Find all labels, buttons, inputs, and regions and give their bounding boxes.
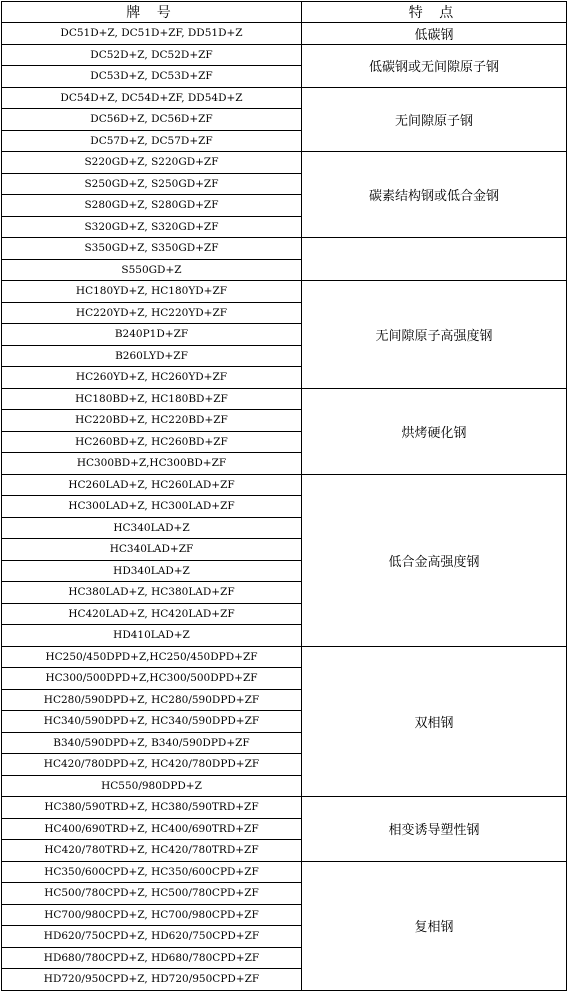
grade-cell: B240P1D+ZF (2, 324, 302, 346)
table-row (2, 797, 567, 819)
grade-cell: HC380LAD+Z, HC380LAD+ZF (2, 582, 302, 604)
grade-cell: HC280/590DPD+Z, HC280/590DPD+ZF (2, 689, 302, 711)
grade-cell: HD410LAD+Z (2, 625, 302, 647)
grade-cell: HC250/450DPD+Z,HC250/450DPD+ZF (2, 646, 302, 668)
grade-cell: S550GD+Z (2, 259, 302, 281)
grade-cell: HC500/780CPD+Z, HC500/780CPD+ZF (2, 883, 302, 905)
table-header (2, 2, 567, 23)
grade-cell: B340/590DPD+Z, B340/590DPD+ZF (2, 732, 302, 754)
grade-cell: S250GD+Z, S250GD+ZF (2, 173, 302, 195)
grade-cell: S350GD+Z, S350GD+ZF (2, 238, 302, 260)
grade-cell: HD720/950CPD+Z, HD720/950CPD+ZF (2, 969, 302, 991)
grade-cell: HC380/590TRD+Z, HC380/590TRD+ZF (2, 797, 302, 819)
table-row (2, 861, 567, 883)
grade-cell: HC420LAD+Z, HC420LAD+ZF (2, 603, 302, 625)
feature-cell: 相变诱导塑性钢 (302, 797, 567, 862)
feature-cell: 复相钢 (302, 861, 567, 990)
grade-cell: HC700/980CPD+Z, HC700/980CPD+ZF (2, 904, 302, 926)
grade-cell: HC340LAD+ZF (2, 539, 302, 561)
table-row (2, 646, 567, 668)
grade-cell: HC300LAD+Z, HC300LAD+ZF (2, 496, 302, 518)
grade-cell: DC54D+Z, DC54D+ZF, DD54D+Z (2, 87, 302, 109)
feature-cell: 低碳钢或无间隙原子钢 (302, 44, 567, 87)
grade-cell: DC56D+Z, DC56D+ZF (2, 109, 302, 131)
grade-cell: B260LYD+ZF (2, 345, 302, 367)
feature-cell: 碳素结构钢或低合金钢 (302, 152, 567, 238)
grade-cell: HC340LAD+Z (2, 517, 302, 539)
grade-cell: S320GD+Z, S320GD+ZF (2, 216, 302, 238)
feature-cell: 双相钢 (302, 646, 567, 797)
feature-cell: 无间隙原子高强度钢 (302, 281, 567, 389)
grade-cell: HC420/780TRD+Z, HC420/780TRD+ZF (2, 840, 302, 862)
grade-cell: HD340LAD+Z (2, 560, 302, 582)
grade-cell: HC260BD+Z, HC260BD+ZF (2, 431, 302, 453)
grade-cell: HC550/980DPD+Z (2, 775, 302, 797)
grade-cell: HC350/600CPD+Z, HC350/600CPD+ZF (2, 861, 302, 883)
header-grade: 牌 号 (2, 2, 302, 23)
grade-cell: HC260YD+Z, HC260YD+ZF (2, 367, 302, 389)
grade-cell: HC180BD+Z, HC180BD+ZF (2, 388, 302, 410)
grade-cell: HD620/750CPD+Z, HD620/750CPD+ZF (2, 926, 302, 948)
table-row (2, 388, 567, 410)
table-row (2, 474, 567, 496)
table-body (2, 23, 567, 991)
grade-cell: HC220YD+Z, HC220YD+ZF (2, 302, 302, 324)
table-row (2, 281, 567, 303)
grade-cell: HC300BD+Z,HC300BD+ZF (2, 453, 302, 475)
grade-cell: DC53D+Z, DC53D+ZF (2, 66, 302, 88)
grade-cell: HC400/690TRD+Z, HC400/690TRD+ZF (2, 818, 302, 840)
grade-cell: HC220BD+Z, HC220BD+ZF (2, 410, 302, 432)
grade-cell: HC340/590DPD+Z, HC340/590DPD+ZF (2, 711, 302, 733)
table-row (2, 23, 567, 45)
grade-cell: HD680/780CPD+Z, HD680/780CPD+ZF (2, 947, 302, 969)
header-row (2, 2, 567, 23)
feature-cell (302, 238, 567, 281)
grade-cell: HC180YD+Z, HC180YD+ZF (2, 281, 302, 303)
grade-cell: HC420/780DPD+Z, HC420/780DPD+ZF (2, 754, 302, 776)
grade-cell: DC57D+Z, DC57D+ZF (2, 130, 302, 152)
grade-cell: S220GD+Z, S220GD+ZF (2, 152, 302, 174)
feature-cell: 低碳钢 (302, 23, 567, 45)
table-row (2, 87, 567, 109)
feature-cell: 无间隙原子钢 (302, 87, 567, 152)
table-row (2, 238, 567, 260)
table-row (2, 44, 567, 66)
table-row (2, 152, 567, 174)
grade-cell: HC260LAD+Z, HC260LAD+ZF (2, 474, 302, 496)
grade-cell: HC300/500DPD+Z,HC300/500DPD+ZF (2, 668, 302, 690)
grade-cell: S280GD+Z, S280GD+ZF (2, 195, 302, 217)
header-feature: 特 点 (302, 2, 567, 23)
feature-cell: 低合金高强度钢 (302, 474, 567, 646)
steel-grade-table (1, 1, 567, 991)
grade-cell: DC51D+Z, DC51D+ZF, DD51D+Z (2, 23, 302, 45)
feature-cell: 烘烤硬化钢 (302, 388, 567, 474)
grade-cell: DC52D+Z, DC52D+ZF (2, 44, 302, 66)
